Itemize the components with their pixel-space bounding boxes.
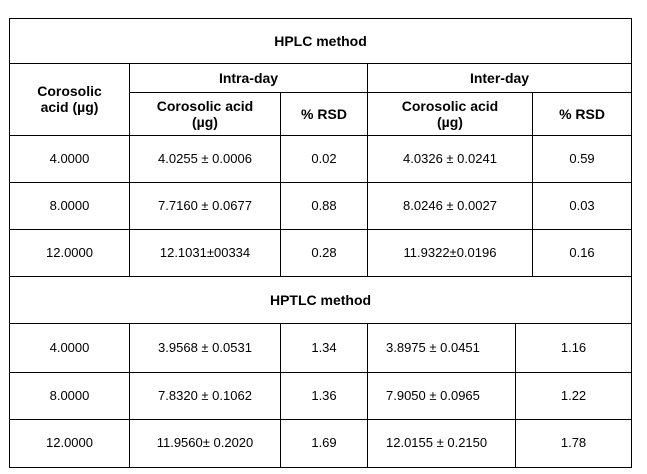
amount-cell: 8.0000: [10, 372, 130, 419]
hptlc-method-title: HPTLC method: [10, 277, 632, 324]
intra-value-cell: 4.0255 ± 0.0006: [130, 135, 281, 182]
corosolic-acid-column-header: [10, 64, 130, 135]
inter-sub-line1: Corosolic acid: [401, 97, 499, 114]
inter-value-cell: 7.9050 ± 0.0965: [368, 372, 516, 419]
table-row: [10, 324, 632, 372]
inter-rsd-cell: 0.59: [533, 135, 632, 182]
corosolic-header-line1: Corosolic: [37, 83, 102, 100]
intra-rsd-subheader: % RSD: [281, 93, 368, 135]
intra-day-header: Intra-day: [130, 64, 368, 93]
inter-rsd-cell: 1.22: [516, 372, 632, 419]
intra-value-cell: 12.1031±00334: [130, 229, 281, 276]
amount-cell: 12.0000: [10, 419, 130, 467]
intra-value-cell: 7.8320 ± 0.1062: [130, 372, 281, 419]
intra-rsd-cell: 0.02: [281, 135, 368, 182]
inter-value-cell: 8.0246 ± 0.0027: [368, 182, 533, 229]
precision-table: [9, 18, 632, 468]
inter-corosolic-subheader: [368, 93, 533, 135]
table-row: [10, 229, 632, 276]
amount-cell: 8.0000: [10, 182, 130, 229]
inter-rsd-cell: 1.78: [516, 419, 632, 467]
inter-rsd-cell: 0.16: [533, 229, 632, 276]
intra-sub-line2: (µg): [192, 113, 218, 130]
inter-rsd-cell: 1.16: [516, 324, 632, 372]
hplc-method-title: HPLC method: [10, 19, 632, 64]
inter-value-cell: 11.9322±0.0196: [368, 229, 533, 276]
intra-rsd-cell: 1.69: [281, 419, 368, 467]
intra-value-cell: 7.7160 ± 0.0677: [130, 182, 281, 229]
intra-rsd-cell: 0.88: [281, 182, 368, 229]
intra-value-cell: 3.9568 ± 0.0531: [130, 324, 281, 372]
inter-sub-line2: (µg): [437, 113, 463, 130]
corosolic-header-line2: acid (µg): [40, 99, 99, 116]
intra-rsd-cell: 0.28: [281, 229, 368, 276]
inter-value-cell: 12.0155 ± 0.2150: [368, 419, 516, 467]
intra-value-cell: 11.9560± 0.2020: [130, 419, 281, 467]
amount-cell: 12.0000: [10, 229, 130, 276]
intra-sub-line1: Corosolic acid: [156, 97, 254, 114]
amount-cell: 4.0000: [10, 135, 130, 182]
intra-corosolic-subheader: [130, 93, 281, 135]
intra-rsd-cell: 1.36: [281, 372, 368, 419]
intra-rsd-cell: 1.34: [281, 324, 368, 372]
inter-value-cell: 3.8975 ± 0.0451: [368, 324, 516, 372]
table-row: [10, 182, 632, 229]
table-row: [10, 419, 632, 467]
inter-day-header: Inter-day: [368, 64, 632, 93]
inter-rsd-subheader: % RSD: [533, 93, 632, 135]
amount-cell: 4.0000: [10, 324, 130, 372]
inter-value-cell: 4.0326 ± 0.0241: [368, 135, 533, 182]
table-row: [10, 372, 632, 419]
inter-rsd-cell: 0.03: [533, 182, 632, 229]
table-row: [10, 135, 632, 182]
